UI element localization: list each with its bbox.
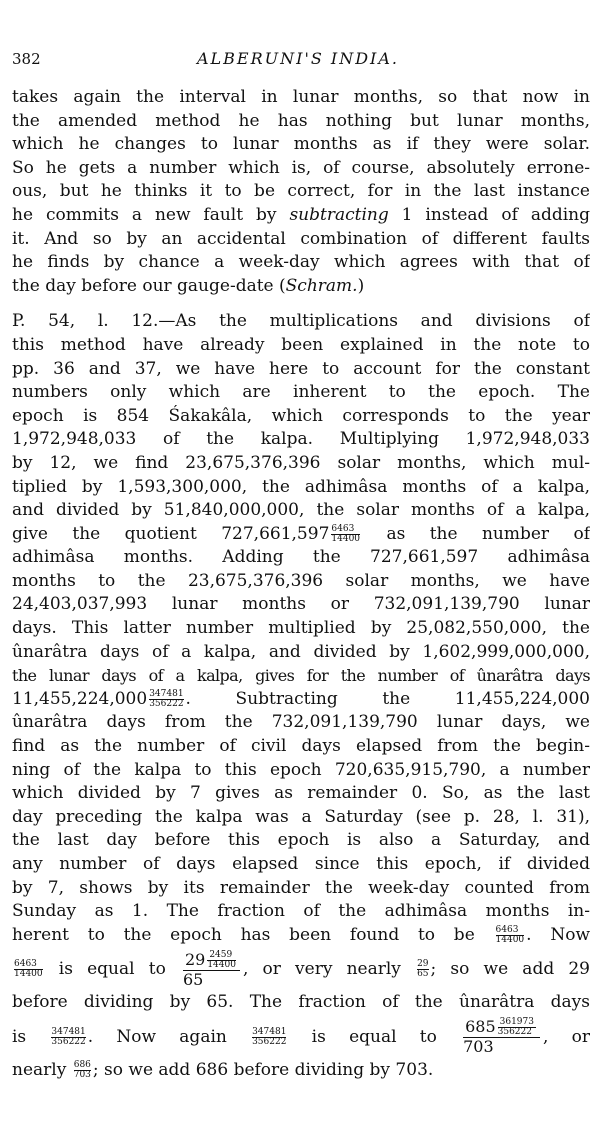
whole-part: 29 xyxy=(184,949,206,969)
fraction-numerator: 29 xyxy=(417,959,429,970)
fraction-numerator: 2459 xyxy=(207,951,236,961)
text-line xyxy=(12,523,590,547)
fraction-denominator: 703 xyxy=(73,1069,91,1080)
compound-fraction xyxy=(463,1018,540,1056)
whole-part: 685 xyxy=(465,1017,496,1037)
text-line: P. 54, l. 12.—As the multiplications and divisions of xyxy=(12,311,590,332)
fraction xyxy=(252,1028,286,1047)
fraction-numerator: 347481 xyxy=(149,688,184,699)
text-line: before dividing by 65. The fraction of the ûnarâtra days xyxy=(12,992,590,1013)
text-run: nearly xyxy=(12,1059,72,1080)
text-line xyxy=(12,204,590,228)
fraction-denominator: 356222 xyxy=(497,1027,532,1038)
text-line: adhimâsa months. Adding the 727,661,597 adhimâsa xyxy=(12,547,590,568)
fraction-denominator: 356222 xyxy=(149,698,184,709)
equation-line xyxy=(12,947,590,991)
text-line: tiplied by 1,593,300,000, the adhimâsa months of a kalpa, xyxy=(12,476,590,497)
text-run: ) xyxy=(357,275,365,296)
text-run: he commits a new fault by xyxy=(12,204,290,225)
fraction-numerator xyxy=(463,1018,540,1038)
text-line: and divided by 51,840,000,000, the solar months of a kalpa, xyxy=(12,500,590,521)
fraction-denominator: 14400 xyxy=(14,969,43,980)
fraction-numerator: 361973 xyxy=(499,1017,534,1028)
text-line: the amended method he has nothing but lunar months, xyxy=(12,110,590,131)
text-run: 11,455,224,000 xyxy=(12,688,148,709)
fraction-denominator: 14400 xyxy=(207,959,236,970)
text-line: any number of days elapsed since this epoch, if divided xyxy=(12,854,590,874)
text-run: . Now xyxy=(526,924,590,945)
text-line: which divided by 7 gives as remainder 0. So, as the last xyxy=(12,783,590,804)
text-line: Sunday as 1. The fraction of the adhimâsa months in- xyxy=(12,901,590,922)
equation-line xyxy=(12,1015,590,1059)
page-number: 382 xyxy=(12,50,41,68)
text-run: is xyxy=(12,1026,50,1047)
fraction-numerator: 347481 xyxy=(51,1026,86,1037)
fraction xyxy=(51,1028,85,1047)
text-run: , or xyxy=(542,1026,590,1047)
text-line: it. And so by an accidental combination of different faults xyxy=(12,228,590,249)
fraction-denominator: 65 xyxy=(417,969,429,980)
italic-text: Schram. xyxy=(285,275,358,296)
text-line: days. This latter number multiplied by 25,082,550,000, the xyxy=(12,618,590,639)
text-line: by 12, we find 23,675,376,396 solar months, which mul- xyxy=(12,452,590,473)
fraction xyxy=(207,951,236,970)
text-line: ûnarâtra days of a kalpa, and divided by 1,602,999,000,000, xyxy=(12,641,590,662)
fraction xyxy=(498,1018,536,1037)
italic-text: subtracting xyxy=(289,204,389,225)
fraction-denominator: 65 xyxy=(182,969,204,989)
text-line: the lunar days of a kalpa, gives for the number of ûnarâtra days xyxy=(12,666,590,686)
text-run: as the number of xyxy=(362,523,590,544)
text-line: takes again the interval in lunar months, so that now in xyxy=(12,87,590,107)
text-line: he finds by chance a week-day which agrees with that of xyxy=(12,252,590,273)
fraction xyxy=(149,690,183,709)
fraction-numerator xyxy=(183,951,240,971)
fraction-numerator: 6463 xyxy=(496,926,525,936)
fraction-numerator: 6463 xyxy=(14,960,43,970)
text-run: is equal to xyxy=(288,1026,461,1047)
text-line xyxy=(12,924,590,948)
fraction-denominator: 356222 xyxy=(51,1036,86,1047)
fraction-denominator: 14400 xyxy=(331,533,361,544)
fraction-numerator: 686 xyxy=(73,1059,91,1070)
running-head xyxy=(12,44,584,74)
book-title: ALBERUNI'S INDIA. xyxy=(196,49,400,68)
text-line: numbers only which are inherent to the epoch. The xyxy=(12,382,590,403)
text-line: months to the 23,675,376,396 solar months, we have xyxy=(12,570,590,591)
text-run: ; so we add 29 xyxy=(430,959,590,980)
text-line xyxy=(12,1059,590,1083)
text-line: which he changes to lunar months as if they were solar. xyxy=(12,134,590,155)
text-line: 1,972,948,033 of the kalpa. Multiplying 1,972,948,033 xyxy=(12,429,590,450)
text-line: So he gets a number which is, of course, absolutely errone- xyxy=(12,157,590,178)
text-run: give the quotient 727,661,597 xyxy=(12,523,330,544)
text-run: , or very nearly xyxy=(242,959,416,980)
fraction xyxy=(496,926,525,945)
text-line xyxy=(12,275,590,299)
text-line: ous, but he thinks it to be correct, for in the last instance xyxy=(12,181,590,202)
fraction-denominator: 14400 xyxy=(495,934,525,945)
text-line: by 7, shows by its remainder the week-day counted from xyxy=(12,877,590,898)
text-line: find as the number of civil days elapsed from the begin- xyxy=(12,736,590,757)
compound-fraction xyxy=(183,951,240,989)
text-line xyxy=(12,688,590,712)
fraction xyxy=(14,960,43,979)
fraction xyxy=(417,960,428,979)
text-run: is equal to xyxy=(44,959,180,980)
text-line: 24,403,037,993 lunar months or 732,091,139,790 lunar xyxy=(12,594,590,615)
fraction-numerator: 6463 xyxy=(331,525,360,535)
fraction-denominator: 703 xyxy=(463,1037,494,1057)
fraction xyxy=(331,525,360,544)
text-run: . Subtracting the 11,455,224,000 xyxy=(185,688,590,709)
text-run: . Now again xyxy=(87,1026,251,1047)
text-line: pp. 36 and 37, we have here to account for the constant xyxy=(12,358,590,379)
fraction xyxy=(74,1061,91,1080)
fraction-numerator: 347481 xyxy=(252,1026,287,1037)
text-line: ning of the kalpa to this epoch 720,635,915,790, a number xyxy=(12,759,590,780)
text-line: day preceding the kalpa was a Saturday (see p. 28, l. 31), xyxy=(12,806,590,827)
text-block xyxy=(12,86,590,1083)
text-run: 1 instead of adding xyxy=(388,204,590,225)
text-line: the last day before this epoch is also a Saturday, and xyxy=(12,830,590,851)
text-line: ûnarâtra days from the 732,091,139,790 lunar days, we xyxy=(12,712,590,733)
text-run: ; so we add 686 before dividing by 703. xyxy=(92,1059,434,1080)
text-run: herent to the epoch has been found to be xyxy=(12,924,494,945)
text-line: epoch is 854 Śakakâla, which corresponds to the year xyxy=(12,405,590,426)
text-line: this method have already been explained in the note to xyxy=(12,334,590,355)
fraction-denominator: 356222 xyxy=(252,1036,287,1047)
text-run: the day before our gauge-date ( xyxy=(12,275,286,296)
